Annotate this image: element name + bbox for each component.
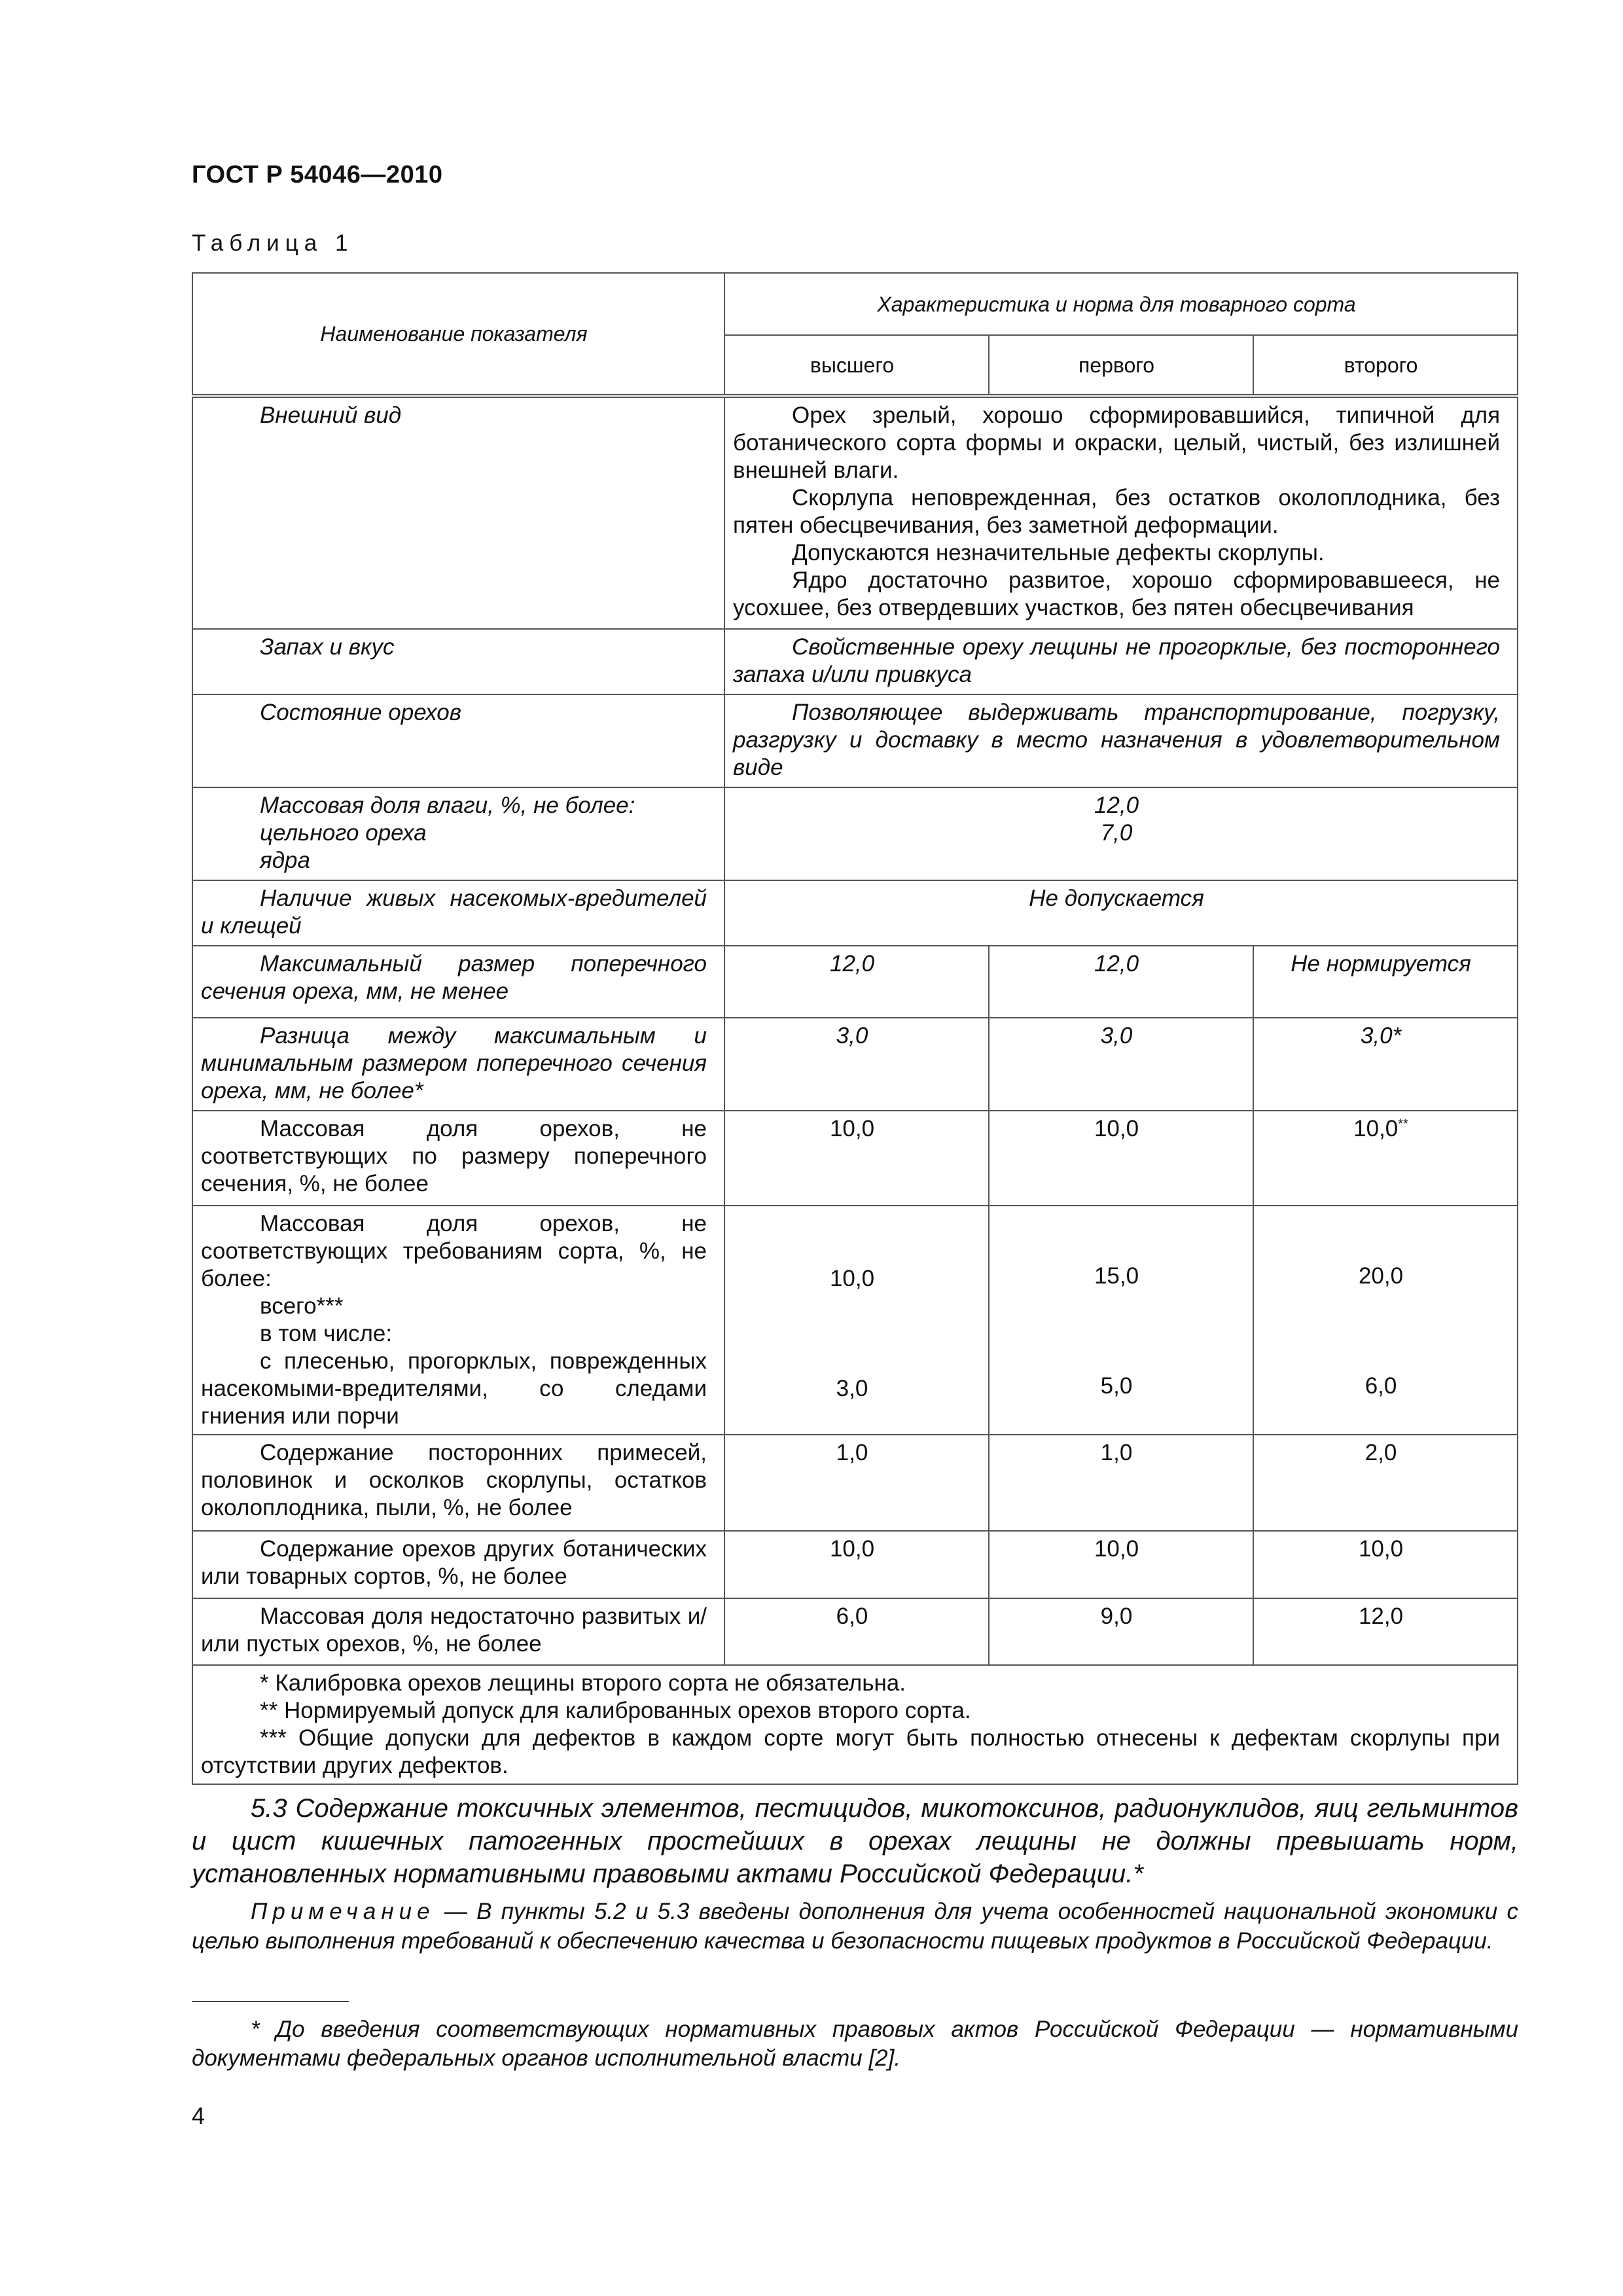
value-cell: 2,0	[1253, 1435, 1518, 1531]
value-included: 5,0	[1100, 1373, 1133, 1399]
table-row	[192, 787, 1518, 880]
value-cell: 10,0	[989, 1531, 1253, 1598]
value-cell: 3,0	[989, 1018, 1253, 1111]
note-text: — В пункты 5.2 и 5.3 введены дополнения для учета особенностей национальной экономики с целью выполнения требований к обеспечению качества и безопасности пищевых продуктов в Российской Федерации.	[192, 1899, 1518, 1954]
value-line: 12,0	[1094, 793, 1139, 818]
description-paragraph: Допускаются незначительные дефекты скорлупы.	[792, 540, 1325, 565]
value-total: 15,0	[1094, 1263, 1139, 1289]
table-row	[192, 1111, 1518, 1206]
value-cell: 3,0*	[1253, 1018, 1518, 1111]
value-cell	[989, 1206, 1253, 1435]
value-cell	[1253, 1111, 1518, 1206]
row-name	[192, 787, 724, 880]
value-total: 10,0	[829, 1266, 875, 1291]
value-cell: 10,0	[724, 1111, 989, 1206]
row-name-line: цельного ореха	[260, 820, 427, 846]
column-header-group: Характеристика и норма для товарного сорта	[724, 273, 1518, 335]
footnote-mark: **	[1398, 1117, 1408, 1132]
table-footnote: *** Общие допуски для дефектов в каждом сорте могут быть полностью отнесены к дефектам скорлупы при отсутствии других дефектов.	[201, 1725, 1501, 1778]
value-cell: 10,0	[1253, 1531, 1518, 1598]
value-cell	[724, 787, 1518, 880]
table-row	[192, 946, 1518, 1018]
table-row	[192, 880, 1518, 946]
row-name: Максимальный размер поперечного сечения ореха, мм, не менее	[192, 946, 724, 1018]
table-row	[192, 1531, 1518, 1598]
table-footnotes-row	[192, 1665, 1518, 1784]
row-name: Разница между максимальным и минимальным размером поперечного сечения ореха, мм, не более*	[192, 1018, 724, 1111]
row-description	[724, 396, 1518, 629]
value-cell: 3,0	[724, 1018, 989, 1111]
row-name: Состояние орехов	[192, 694, 724, 787]
row-name: Запах и вкус	[192, 629, 724, 694]
note-label: Примечание	[251, 1899, 435, 1924]
description-paragraph: Скорлупа неповрежденная, без остатков околоплодника, без пятен обесцвечивания, без заметной деформации.	[733, 485, 1501, 538]
value-cell	[1253, 1206, 1518, 1435]
row-name: Содержание посторонних примесей, половинок и осколков скорлупы, остатков околоплодника, пыли, %, не более	[192, 1435, 724, 1531]
row-description: Свойственные ореху лещины не прогорклые, без постороннего запаха и/или привкуса	[724, 629, 1518, 694]
row-name: Наличие живых насекомых-вредителей и клещей	[192, 880, 724, 946]
table-footnote: ** Нормируемый допуск для калиброванных орехов второго сорта.	[260, 1698, 971, 1723]
value-line: 7,0	[1100, 820, 1133, 846]
table-footnote: * Калибровка орехов лещины второго сорта не обязательна.	[260, 1670, 906, 1696]
value-cell: 1,0	[989, 1435, 1253, 1531]
table-caption: Таблица 1	[192, 230, 354, 256]
column-header-grade-second: второго	[1253, 335, 1518, 396]
table-row	[192, 1018, 1518, 1111]
value-cell	[724, 1206, 989, 1435]
value-cell: Не нормируется	[1253, 946, 1518, 1018]
column-header-grade-first: первого	[989, 335, 1253, 396]
value-cell: 9,0	[989, 1598, 1253, 1665]
row-name	[192, 1206, 724, 1435]
description-paragraph: Ядро достаточно развитое, хорошо сформировавшееся, не усохшее, без отвердевших участков, без пятен обесцвечивания	[733, 567, 1501, 620]
description-paragraph: Орех зрелый, хорошо сформировавшийся, типичной для ботанического сорта формы и окраски, целый, чистый, без излишней внешней влаги.	[733, 403, 1501, 483]
table-row	[192, 694, 1518, 787]
row-name: Массовая доля недостаточно развитых и/или пустых орехов, %, не более	[192, 1598, 724, 1665]
value-included: 3,0	[836, 1376, 868, 1401]
row-description: Позволяющее выдерживать транспортирование, погрузку, разгрузку и доставку в место назначения в удовлетворительном виде	[724, 694, 1518, 787]
column-header-name: Наименование показателя	[192, 273, 724, 396]
row-name-line: Массовая доля влаги, %, не более:	[260, 793, 635, 818]
document-header: ГОСТ Р 54046—2010	[192, 161, 443, 188]
row-name-line: ядра	[260, 848, 310, 873]
row-name-line: Массовая доля орехов, не соответствующих требованиям сорта, %, не более:	[201, 1211, 707, 1291]
table-row	[192, 1206, 1518, 1435]
table-row	[192, 629, 1518, 694]
value-cell: Не допускается	[724, 880, 1518, 946]
value-included: 6,0	[1364, 1373, 1397, 1399]
value-cell: 1,0	[724, 1435, 989, 1531]
row-name: Содержание орехов других ботанических или товарных сортов, %, не более	[192, 1531, 724, 1598]
table-row	[192, 396, 1518, 629]
value-cell: 10,0	[724, 1531, 989, 1598]
column-header-grade-premium: высшего	[724, 335, 989, 396]
value-cell: 10,0	[989, 1111, 1253, 1206]
row-name: Внешний вид	[192, 396, 724, 629]
clause-5-3: 5.3 Содержание токсичных элементов, пестицидов, микотоксинов, радионуклидов, яиц гельминтов и цист кишечных патогенных простейших в орехах лещины не должны превышать норм, установленных нормативными правовыми актами Российской Федерации.*	[192, 1794, 1518, 1888]
value-text: 10,0	[1353, 1116, 1399, 1141]
specification-table	[192, 272, 1518, 1785]
row-name-line: с плесенью, прогорклых, поврежденных насекомыми-вредителями, со следами гниения или порчи	[201, 1348, 707, 1429]
value-cell: 12,0	[1253, 1598, 1518, 1665]
footnote-divider	[192, 2001, 349, 2002]
value-cell: 12,0	[724, 946, 989, 1018]
table-footnotes	[192, 1665, 1518, 1784]
table-row	[192, 1598, 1518, 1665]
value-total: 20,0	[1358, 1263, 1404, 1289]
row-name-line: в том числе:	[260, 1321, 393, 1346]
row-name-line: всего***	[260, 1293, 344, 1319]
value-cell: 6,0	[724, 1598, 989, 1665]
note	[192, 1897, 1518, 1956]
row-name: Массовая доля орехов, не соответствующих по размеру поперечного сечения, %, не более	[192, 1111, 724, 1206]
page-number: 4	[192, 2102, 205, 2129]
page-footnote: * До введения соответствующих нормативных правовых актов Российской Федерации — нормативными документами федеральных органов исполнительной власти [2].	[192, 2017, 1518, 2071]
value-cell: 12,0	[989, 946, 1253, 1018]
table-row	[192, 1435, 1518, 1531]
